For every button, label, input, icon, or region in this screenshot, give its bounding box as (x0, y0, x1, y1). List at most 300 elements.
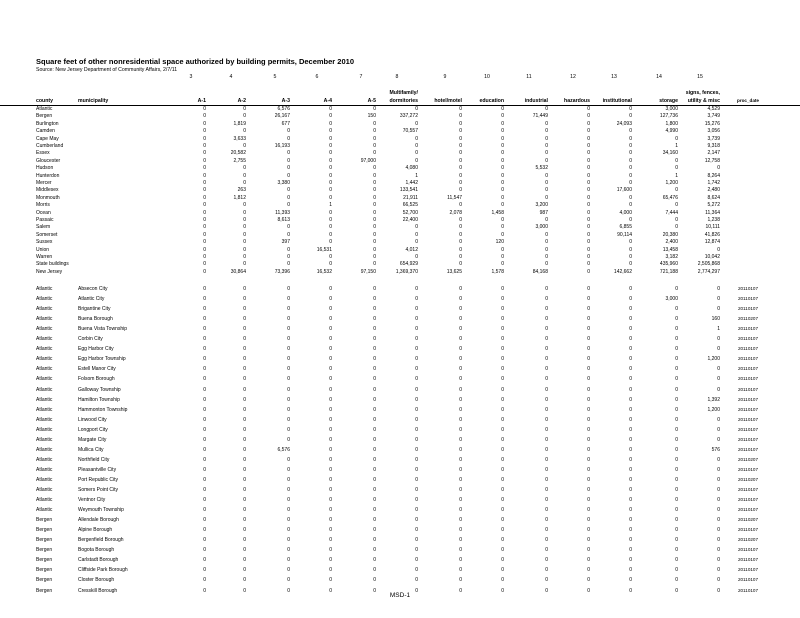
cell-col-7: 21,911 (403, 194, 418, 201)
cell-col-11: 0 (587, 106, 590, 112)
cell-col-3: 0 (243, 261, 246, 268)
cell-col-10: 0 (545, 527, 548, 534)
cell-col-13: 0 (675, 547, 678, 554)
cell-col-5: 0 (329, 336, 332, 343)
cell-col-13: storage (659, 98, 678, 104)
cell-col-1: Egg Harbor City (78, 346, 114, 353)
cell-col-2: 0 (203, 286, 206, 292)
cell-col-11: 0 (587, 507, 590, 514)
cell-col-9: 0 (501, 446, 504, 453)
cell-col-6: 0 (373, 517, 376, 524)
cell-col-10: 0 (545, 466, 548, 473)
cell-col-6: 0 (373, 527, 376, 534)
cell-col-5: 0 (329, 165, 332, 172)
cell-col-8: 0 (459, 567, 462, 574)
cell-col-12: 0 (629, 165, 632, 172)
cell-col-0: county (36, 98, 54, 104)
cell-col-10: 0 (545, 547, 548, 554)
cell-col-12: 0 (629, 180, 632, 186)
cell-col-8: 0 (459, 376, 462, 383)
cell-col-8: 0 (459, 150, 462, 157)
cell-col-8: 0 (459, 396, 462, 403)
cell-col-14: 8,264 (707, 172, 720, 179)
cell-col-0: Essex (36, 150, 50, 157)
cell-col-7: 0 (415, 106, 418, 112)
cell-col-5: 0 (329, 239, 332, 246)
cell-col-2: 0 (203, 231, 206, 238)
cell-col-15: 20110107 (737, 356, 759, 362)
cell-col-6: 0 (373, 376, 376, 383)
cell-col-14: 0 (717, 366, 720, 373)
cell-col-9: 0 (501, 194, 504, 201)
cell-col-10: 0 (545, 128, 548, 135)
municipality-row (0, 284, 800, 294)
cell-col-1: Carlstadt Borough (78, 557, 119, 564)
cell-col-7: Multifamily/ (389, 90, 418, 96)
cell-col-12: 0 (629, 476, 632, 483)
cell-col-8: 0 (459, 416, 462, 423)
cell-col-9: 0 (501, 143, 504, 149)
cell-col-3: 0 (243, 143, 246, 149)
cell-col-6: 0 (373, 231, 376, 238)
cell-col-11: 0 (587, 587, 590, 594)
cell-col-4: 8,613 (277, 217, 290, 223)
cell-col-7: 52,700 (402, 209, 418, 216)
cell-col-3: 0 (243, 476, 246, 483)
cell-col-9: 0 (501, 157, 504, 164)
cell-col-12: 0 (629, 286, 632, 292)
cell-col-11: 0 (587, 246, 590, 253)
cell-col-10: 0 (545, 416, 548, 423)
cell-col-0: Ocean (36, 209, 51, 216)
cell-col-10: 0 (545, 406, 548, 413)
cell-col-3: 0 (243, 537, 246, 544)
cell-col-11: 0 (587, 557, 590, 564)
cell-col-9: 0 (501, 476, 504, 483)
cell-col-5: 0 (329, 416, 332, 423)
cell-col-6: 0 (373, 487, 376, 493)
cell-col-11: 0 (587, 336, 590, 343)
cell-col-11: 0 (587, 426, 590, 433)
cell-col-12: 0 (629, 135, 632, 142)
cell-col-4: 0 (287, 326, 290, 333)
cell-col-7: 66,525 (402, 202, 418, 209)
cell-col-13: 0 (675, 306, 678, 313)
cell-col-15: 20110107 (737, 507, 759, 513)
cell-col-9: 0 (501, 261, 504, 268)
column-number: 8 (395, 74, 399, 80)
cell-col-11: 0 (587, 346, 590, 353)
cell-col-5: 0 (329, 106, 332, 112)
cell-col-11: 0 (587, 316, 590, 323)
cell-col-6: 0 (373, 356, 376, 363)
cell-col-10: 0 (545, 246, 548, 253)
county-row (0, 106, 800, 113)
cell-col-1: Pleasantville City (78, 466, 117, 473)
cell-col-1: Corbin City (78, 336, 103, 343)
cell-col-8: 0 (459, 202, 462, 209)
cell-col-0: Atlantic (36, 326, 53, 333)
cell-col-14: 0 (717, 386, 720, 393)
cell-col-7: 1,369,370 (395, 268, 418, 275)
cell-col-5: 0 (329, 376, 332, 383)
column-number: 6 (315, 74, 319, 80)
cell-col-6: 0 (373, 106, 376, 112)
cell-col-0: Passaic (36, 217, 54, 223)
cell-col-10: 0 (545, 346, 548, 353)
cell-col-14: 5,272 (707, 202, 720, 209)
cell-col-4: 0 (287, 246, 290, 253)
cell-col-7: 0 (415, 135, 418, 142)
cell-col-0: Sussex (36, 239, 53, 246)
cell-col-12: 0 (629, 217, 632, 223)
cell-col-0: Atlantic (36, 507, 53, 514)
cell-col-7: 4,012 (405, 246, 418, 253)
cell-col-13: 0 (675, 487, 678, 493)
cell-col-5: 0 (329, 386, 332, 393)
cell-col-5: 0 (329, 466, 332, 473)
cell-col-0: Bergen (36, 577, 53, 584)
cell-col-13: 0 (675, 165, 678, 172)
cell-col-4: 0 (287, 386, 290, 393)
cell-col-7: 22,400 (402, 217, 418, 223)
cell-col-8: 0 (459, 306, 462, 313)
cell-col-10: 84,168 (532, 268, 548, 275)
cell-col-10: 0 (545, 187, 548, 194)
cell-col-6: 0 (373, 296, 376, 303)
cell-col-13: 435,960 (659, 261, 678, 268)
cell-col-1: Hamilton Township (78, 396, 120, 403)
cell-col-14: 2,480 (707, 187, 720, 194)
cell-col-14: 0 (717, 296, 720, 303)
cell-col-5: 0 (329, 316, 332, 323)
cell-col-2: 0 (203, 165, 206, 172)
cell-col-9: 0 (501, 557, 504, 564)
cell-col-15: 20110107 (737, 587, 759, 593)
cell-col-11: 0 (587, 239, 590, 246)
cell-col-15: proc_date (737, 98, 759, 103)
cell-col-6: 0 (373, 426, 376, 433)
cell-col-8: 0 (459, 336, 462, 343)
cell-col-12: 0 (629, 517, 632, 524)
cell-col-7: 0 (415, 426, 418, 433)
cell-col-13: 127,736 (659, 113, 678, 120)
cell-col-5: 0 (329, 476, 332, 483)
report-title: Square feet of other nonresidential space authorized by building permits, December 2010 (36, 57, 354, 66)
cell-col-10: 0 (545, 446, 548, 453)
cell-col-9: 0 (501, 537, 504, 544)
cell-col-15: 20110107 (737, 487, 759, 492)
cell-col-14: 2,774,297 (697, 268, 720, 275)
cell-col-0: Cape May (36, 135, 59, 142)
county-row (0, 143, 800, 150)
cell-col-10: 0 (545, 537, 548, 544)
header-row-top (0, 89, 800, 97)
cell-col-5: 0 (329, 346, 332, 353)
cell-col-4: 0 (287, 261, 290, 268)
cell-col-11: 0 (587, 456, 590, 463)
cell-col-6: 0 (373, 587, 376, 594)
cell-col-5: 0 (329, 507, 332, 514)
cell-col-15: 20110207 (737, 476, 759, 482)
cell-col-12: 0 (629, 497, 632, 504)
cell-col-3: 0 (243, 356, 246, 363)
cell-col-7: 0 (415, 157, 418, 164)
cell-col-10: 0 (545, 239, 548, 246)
cell-col-0: Atlantic (36, 426, 53, 433)
cell-col-14: 1,238 (707, 217, 720, 223)
cell-col-3: 1,819 (233, 120, 246, 127)
cell-col-7: 0 (415, 296, 418, 303)
cell-col-11: 0 (587, 268, 590, 275)
municipality-row (0, 364, 800, 374)
cell-col-7: 0 (415, 150, 418, 157)
municipality-row (0, 565, 800, 575)
cell-col-0: Salem (36, 224, 51, 231)
cell-col-7: 0 (415, 306, 418, 313)
cell-col-12: 0 (629, 487, 632, 493)
cell-col-12: 0 (629, 246, 632, 253)
county-row (0, 239, 800, 246)
cell-col-9: 0 (501, 587, 504, 594)
cell-col-13: 0 (675, 396, 678, 403)
cell-col-4: 0 (287, 376, 290, 383)
county-row (0, 158, 800, 165)
cell-col-3: 0 (243, 567, 246, 574)
cell-col-2: 0 (203, 246, 206, 253)
cell-col-3: 20,582 (230, 150, 246, 157)
cell-col-3: 2,755 (233, 157, 246, 164)
cell-col-2: 0 (203, 396, 206, 403)
cell-col-4: 11,393 (275, 209, 290, 216)
cell-col-11: 0 (587, 527, 590, 534)
municipality-row (0, 435, 800, 445)
cell-col-5: 1 (329, 202, 332, 209)
cell-col-0: Atlantic (36, 446, 53, 453)
cell-col-15: 20110107 (737, 577, 759, 583)
cell-col-2: 0 (203, 306, 206, 313)
cell-col-10: 0 (545, 217, 548, 223)
cell-col-13: 0 (675, 406, 678, 413)
cell-col-3: 0 (243, 376, 246, 383)
cell-col-12: 0 (629, 537, 632, 544)
cell-col-4: 73,396 (274, 268, 290, 275)
cell-col-1: Bergenfield Borough (78, 537, 124, 544)
municipality-row (0, 445, 800, 455)
cell-col-11: 0 (587, 165, 590, 172)
cell-col-10: 987 (539, 209, 548, 216)
cell-col-5: 0 (329, 180, 332, 186)
cell-col-0: Bergen (36, 547, 53, 554)
cell-col-12: 0 (629, 547, 632, 554)
cell-col-8: 0 (459, 587, 462, 594)
cell-col-8: 0 (459, 487, 462, 493)
cell-col-8: 0 (459, 466, 462, 473)
cell-col-4: 0 (287, 224, 290, 231)
cell-col-3: 0 (243, 426, 246, 433)
cell-col-4: 0 (287, 135, 290, 142)
cell-col-6: 0 (373, 497, 376, 504)
cell-col-3: 0 (243, 254, 246, 260)
cell-col-13: 65,476 (662, 194, 678, 201)
municipality-row (0, 495, 800, 505)
cell-col-6: 0 (373, 567, 376, 574)
cell-col-6: 0 (373, 436, 376, 443)
cell-col-11: 0 (587, 356, 590, 363)
cell-col-3: 3,633 (233, 135, 246, 142)
cell-col-9: 0 (501, 202, 504, 209)
cell-col-7: 0 (415, 356, 418, 363)
cell-col-8: 0 (459, 224, 462, 231)
cell-col-8: 0 (459, 143, 462, 149)
cell-col-0: Cumberland (36, 143, 64, 149)
cell-col-3: 0 (243, 202, 246, 209)
cell-col-12: 0 (629, 150, 632, 157)
cell-col-11: 0 (587, 231, 590, 238)
cell-col-3: 0 (243, 507, 246, 514)
cell-col-6: 97,150 (360, 268, 376, 275)
cell-col-8: 0 (459, 436, 462, 443)
municipality-row (0, 545, 800, 555)
cell-col-3: 0 (243, 128, 246, 135)
cell-col-10: 0 (545, 135, 548, 142)
cell-col-11: 0 (587, 113, 590, 120)
cell-col-10: 3,200 (535, 202, 548, 209)
column-number: 5 (273, 74, 277, 80)
cell-col-12: 0 (629, 194, 632, 201)
cell-col-6: 0 (373, 209, 376, 216)
cell-col-9: 0 (501, 517, 504, 524)
cell-col-13: 0 (675, 376, 678, 383)
cell-col-3: 0 (243, 547, 246, 554)
cell-col-9: 0 (501, 128, 504, 135)
cell-col-11: 0 (587, 537, 590, 544)
cell-col-0: Burlington (36, 120, 59, 127)
cell-col-2: 0 (203, 557, 206, 564)
cell-col-14: 0 (717, 547, 720, 554)
cell-col-3: 0 (243, 517, 246, 524)
cell-col-3: 0 (243, 165, 246, 172)
cell-col-12: institutional (602, 98, 632, 104)
cell-col-11: 0 (587, 128, 590, 135)
cell-col-8: 0 (459, 113, 462, 120)
cell-col-4: 0 (287, 406, 290, 413)
cell-col-14: 160 (711, 316, 720, 323)
cell-col-4: 0 (287, 194, 290, 201)
cell-col-10: 0 (545, 254, 548, 260)
cell-col-6: 0 (373, 194, 376, 201)
cell-col-10: 0 (545, 120, 548, 127)
cell-col-14: 0 (717, 456, 720, 463)
cell-col-4: 0 (287, 306, 290, 313)
cell-col-2: 0 (203, 143, 206, 149)
cell-col-13: 0 (675, 316, 678, 323)
cell-col-3: 0 (243, 316, 246, 323)
cell-col-14: 1,200 (707, 406, 720, 413)
cell-col-3: 0 (243, 386, 246, 393)
cell-col-12: 0 (629, 172, 632, 179)
cell-col-4: 0 (287, 366, 290, 373)
cell-col-6: 0 (373, 396, 376, 403)
cell-col-11: 0 (587, 376, 590, 383)
cell-col-12: 142,662 (613, 268, 632, 275)
cell-col-14: 1,742 (707, 180, 720, 186)
cell-col-4: 0 (287, 165, 290, 172)
cell-col-4: 677 (281, 120, 290, 127)
cell-col-2: 0 (203, 547, 206, 554)
cell-col-8: 0 (459, 165, 462, 172)
cell-col-2: 0 (203, 157, 206, 164)
cell-col-4: 0 (287, 497, 290, 504)
cell-col-2: 0 (203, 128, 206, 135)
cell-col-13: 0 (675, 202, 678, 209)
cell-col-5: 0 (329, 296, 332, 303)
cell-col-15: 20110107 (737, 497, 759, 503)
cell-col-6: 0 (373, 466, 376, 473)
cell-col-5: 0 (329, 143, 332, 149)
municipality-row (0, 465, 800, 475)
cell-col-4: 0 (287, 150, 290, 157)
cell-col-8: 0 (459, 366, 462, 373)
county-row (0, 269, 800, 276)
cell-col-6: 0 (373, 150, 376, 157)
cell-col-1: Margate City (78, 436, 107, 443)
cell-col-9: education (479, 98, 504, 104)
municipality-row (0, 575, 800, 585)
cell-col-4: 0 (287, 202, 290, 209)
cell-col-12: 0 (629, 157, 632, 164)
municipality-row (0, 334, 800, 344)
cell-col-10: 0 (545, 336, 548, 343)
cell-col-14: 0 (717, 436, 720, 443)
cell-col-11: 0 (587, 172, 590, 179)
county-row (0, 173, 800, 180)
cell-col-2: 0 (203, 386, 206, 393)
cell-col-8: 0 (459, 106, 462, 112)
cell-col-11: 0 (587, 497, 590, 504)
cell-col-13: 0 (675, 336, 678, 343)
cell-col-3: 0 (243, 286, 246, 292)
cell-col-7: 1 (415, 172, 418, 179)
cell-col-9: 0 (501, 396, 504, 403)
cell-col-5: 0 (329, 557, 332, 564)
cell-col-10: 0 (545, 326, 548, 333)
cell-col-6: 0 (373, 239, 376, 246)
cell-col-13: 0 (675, 135, 678, 142)
municipality-row (0, 395, 800, 405)
cell-col-14: 10,111 (705, 224, 720, 231)
cell-col-13: 1 (675, 143, 678, 149)
cell-col-11: 0 (587, 326, 590, 333)
cell-col-3: 0 (243, 113, 246, 120)
cell-col-8: 0 (459, 172, 462, 179)
cell-col-6: 0 (373, 143, 376, 149)
cell-col-11: 0 (587, 517, 590, 524)
municipality-row (0, 415, 800, 425)
cell-col-14: 2,505,868 (697, 261, 720, 268)
cell-col-2: 0 (203, 113, 206, 120)
cell-col-12: 0 (629, 336, 632, 343)
cell-col-1: Buena Borough (78, 316, 113, 323)
cell-col-0: New Jersey (36, 268, 63, 275)
cell-col-6: 0 (373, 456, 376, 463)
cell-col-4: 0 (287, 254, 290, 260)
cell-col-3: 0 (243, 587, 246, 594)
cell-col-5: 0 (329, 135, 332, 142)
cell-col-4: 0 (287, 396, 290, 403)
cell-col-1: Cresskill Borough (78, 587, 118, 594)
cell-col-13: 3,000 (665, 296, 678, 303)
